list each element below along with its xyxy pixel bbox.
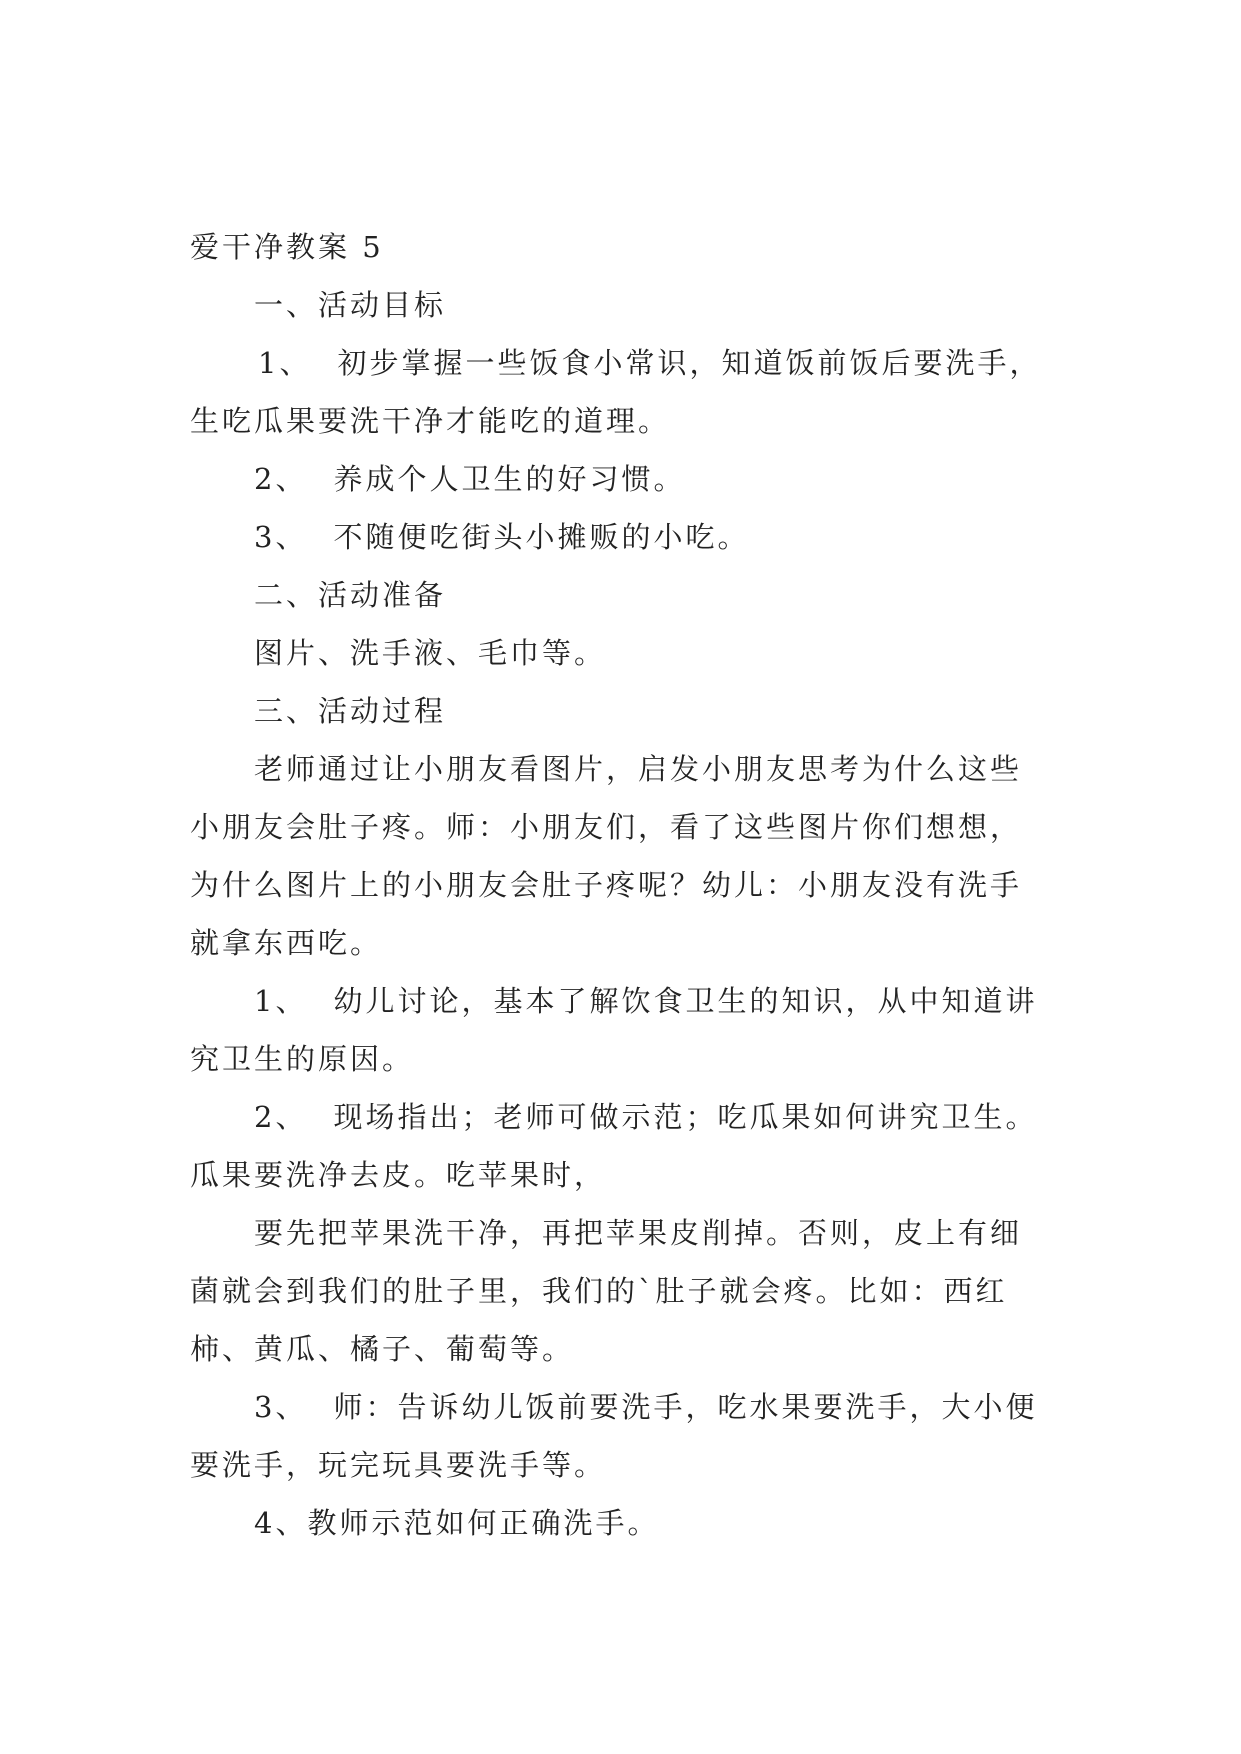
item-number: 1、	[258, 346, 312, 380]
goal-item-3	[190, 508, 1070, 566]
process-item-4: 4、教师示范如何正确洗手。	[254, 1506, 660, 1540]
item-text: 养成个人卫生的好习惯。	[333, 462, 686, 496]
apple-paragraph	[190, 1204, 1070, 1378]
item-number: 3、	[254, 1390, 308, 1424]
item-text-continued: 生吃瓜果要洗干净才能吃的道理。	[190, 404, 671, 438]
item-text-continued: 要洗手，玩完玩具要洗手等。	[190, 1448, 607, 1482]
process-item-2	[190, 1088, 1070, 1204]
section-heading-goals: 一、活动目标	[254, 288, 447, 322]
process-item-1	[190, 972, 1070, 1088]
item-text-continued: 瓜果要洗净去皮。吃苹果时，	[190, 1158, 607, 1192]
item-text-continued: 究卫生的原因。	[190, 1042, 415, 1076]
paragraph-line: 就拿东西吃。	[190, 926, 383, 960]
document-page	[190, 218, 1070, 1552]
paragraph-line: 小朋友会肚子疼。师：小朋友们，看了这些图片你们想想，	[190, 810, 1023, 844]
item-text: 不随便吃街头小摊贩的小吃。	[333, 520, 750, 554]
paragraph-line: 要先把苹果洗干净，再把苹果皮削掉。否则，皮上有细	[254, 1216, 1023, 1250]
paragraph-line: 为什么图片上的小朋友会肚子疼呢？幼儿：小朋友没有洗手	[190, 868, 1023, 902]
item-text: 现场指出；老师可做示范；吃瓜果如何讲究卫生。	[333, 1100, 1038, 1134]
paragraph-line: 柿、黄瓜、橘子、葡萄等。	[190, 1332, 575, 1366]
item-text: 师：告诉幼儿饭前要洗手，吃水果要洗手，大小便	[333, 1390, 1038, 1424]
section-heading-process: 三、活动过程	[254, 694, 447, 728]
goal-item-2	[190, 450, 1070, 508]
item-number: 1、	[254, 984, 308, 1018]
paragraph-line: 老师通过让小朋友看图片，启发小朋友思考为什么这些	[254, 752, 1023, 786]
item-text: 幼儿讨论，基本了解饮食卫生的知识，从中知道讲	[333, 984, 1038, 1018]
paragraph-line: 菌就会到我们的肚子里，我们的`肚子就会疼。比如：西红	[190, 1274, 1008, 1308]
goal-item-1	[190, 334, 1070, 450]
item-number: 2、	[254, 462, 308, 496]
process-item-3	[190, 1378, 1070, 1494]
item-text: 初步掌握一些饭食小常识，知道饭前饭后要洗手，	[337, 346, 1042, 380]
preparation-text: 图片、洗手液、毛巾等。	[254, 636, 607, 670]
item-number: 3、	[254, 520, 308, 554]
item-number: 2、	[254, 1100, 308, 1134]
document-title: 爱干净教案 5	[190, 230, 384, 264]
process-intro-paragraph	[190, 740, 1070, 972]
section-heading-preparation: 二、活动准备	[254, 578, 447, 612]
